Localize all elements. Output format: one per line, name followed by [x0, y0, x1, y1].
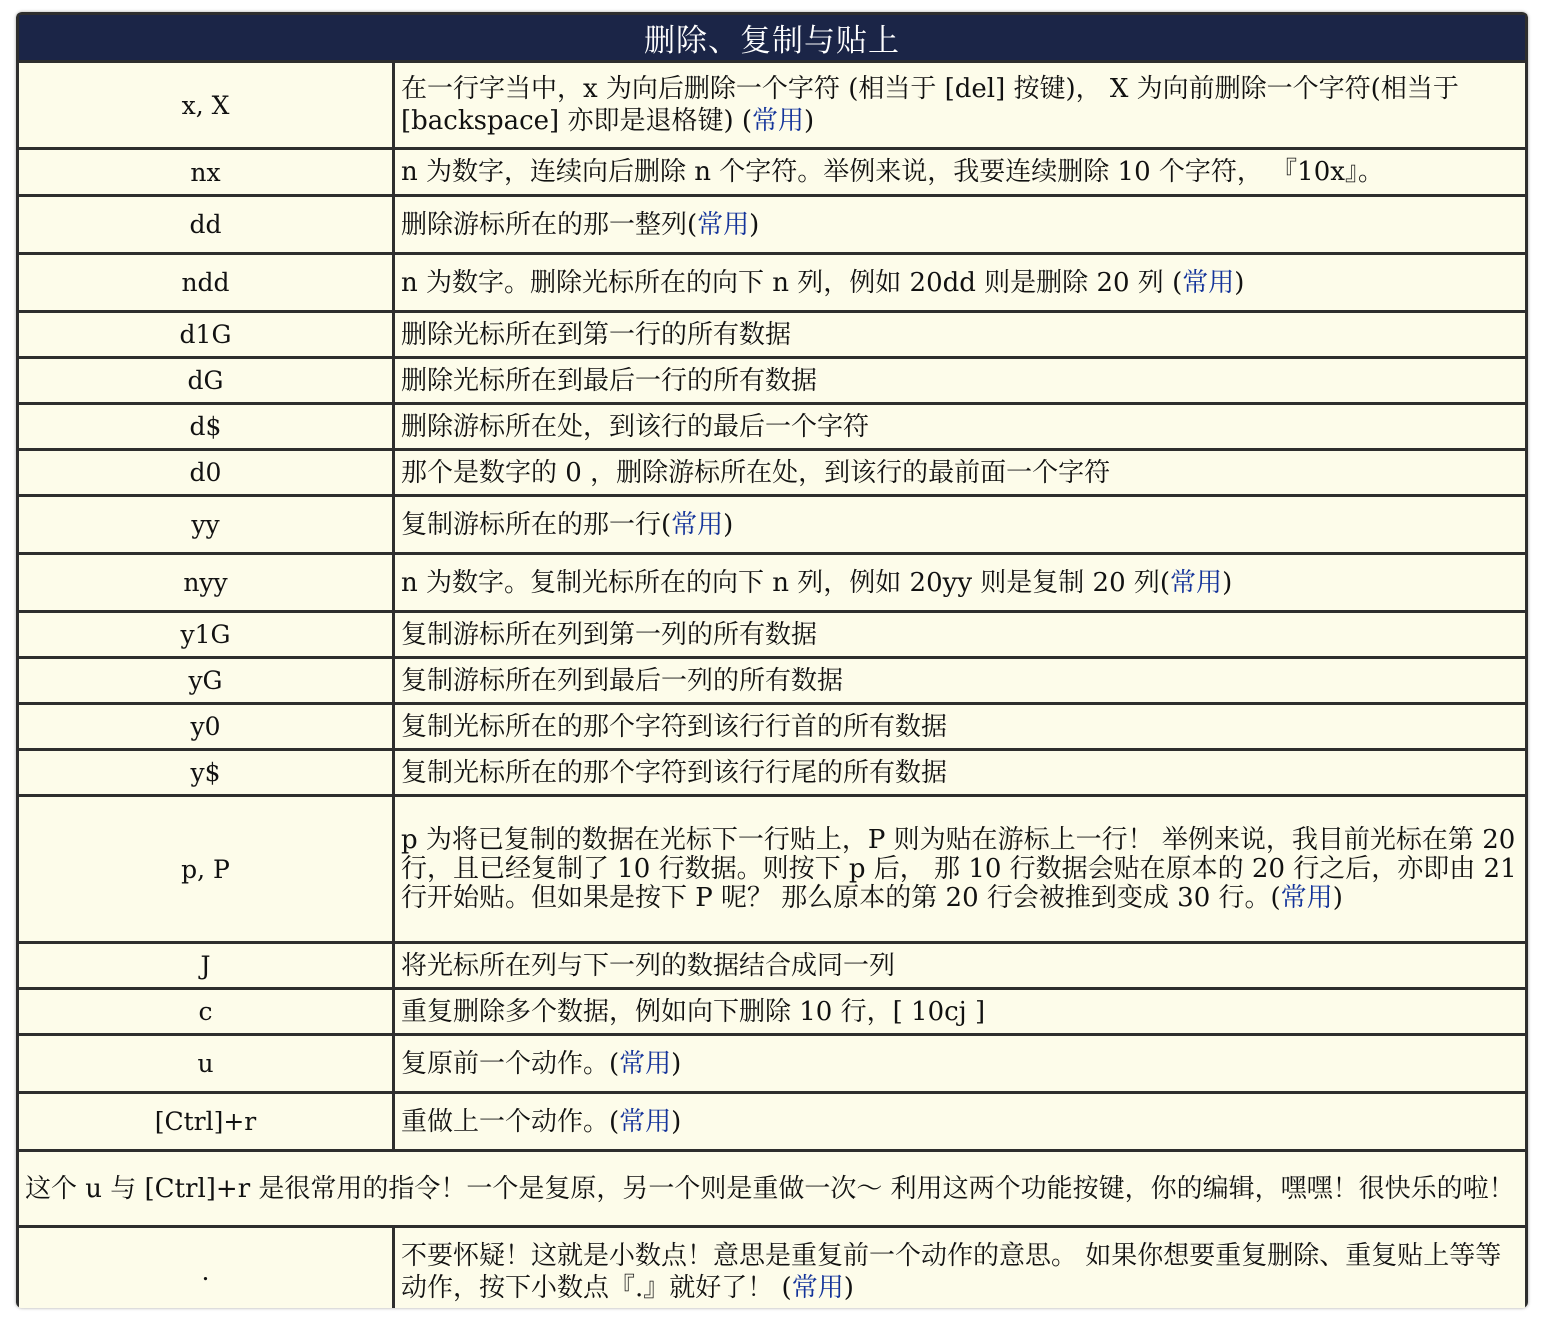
command-desc	[394, 704, 1527, 750]
command-desc	[394, 358, 1527, 404]
table-row	[18, 312, 1527, 358]
table-row	[18, 1227, 1527, 1309]
command-key: c	[18, 989, 394, 1035]
command-table-frame	[16, 12, 1528, 1308]
table-row	[18, 149, 1527, 196]
table-row	[18, 196, 1527, 254]
table-row	[18, 704, 1527, 750]
command-key: nx	[18, 149, 394, 196]
command-desc	[394, 554, 1527, 612]
desc-close: )	[1332, 882, 1343, 913]
desc-close: )	[671, 1106, 682, 1137]
command-desc	[394, 254, 1527, 312]
command-key: [Ctrl]+r	[18, 1093, 394, 1151]
command-key: .	[18, 1227, 394, 1309]
common-tag: 常用	[1170, 567, 1223, 598]
common-tag: 常用	[619, 1106, 672, 1137]
desc-close: )	[749, 209, 760, 240]
desc-text: 在一行字当中，x 为向后删除一个字符 (相当于 [del] 按键)， X 为向前删除一个字符(相当于 [backspace] 亦即是退格键) (	[401, 74, 1459, 136]
desc-text: n 为数字。删除光标所在的向下 n 列，例如 20dd 则是删除 20 列 (	[401, 267, 1183, 298]
command-key: p, P	[18, 796, 394, 943]
desc-text: 复制游标所在列到第一列的所有数据	[401, 619, 818, 650]
command-desc	[394, 404, 1527, 450]
table-row	[18, 750, 1527, 796]
command-desc	[394, 943, 1527, 989]
desc-text: 复制光标所在的那个字符到该行行首的所有数据	[401, 711, 948, 742]
common-tag: 常用	[752, 106, 805, 136]
desc-text: 删除游标所在处，到该行的最后一个字符	[401, 411, 870, 442]
desc-text: 复制光标所在的那个字符到该行行尾的所有数据	[401, 757, 948, 788]
command-desc	[394, 196, 1527, 254]
desc-text: 删除光标所在到最后一行的所有数据	[401, 365, 818, 396]
command-key: dG	[18, 358, 394, 404]
command-key: x, X	[18, 62, 394, 149]
desc-text: 复制游标所在列到最后一列的所有数据	[401, 665, 844, 696]
command-key: nyy	[18, 554, 394, 612]
command-desc	[394, 450, 1527, 496]
table-row	[18, 404, 1527, 450]
command-desc	[394, 1227, 1527, 1309]
desc-text: n 为数字。复制光标所在的向下 n 列，例如 20yy 则是复制 20 列(	[401, 567, 1171, 598]
desc-close: )	[804, 106, 815, 136]
command-desc	[394, 612, 1527, 658]
desc-text: 复原前一个动作。(	[401, 1048, 620, 1079]
common-tag: 常用	[671, 509, 724, 540]
common-tag: 常用	[619, 1048, 672, 1079]
command-key: yG	[18, 658, 394, 704]
command-key: J	[18, 943, 394, 989]
command-key: yy	[18, 496, 394, 554]
desc-text: 将光标所在列与下一列的数据结合成同一列	[401, 950, 896, 981]
command-desc	[394, 989, 1527, 1035]
desc-text: 那个是数字的 0 ，删除游标所在处，到该行的最前面一个字符	[401, 457, 1111, 488]
command-desc	[394, 1093, 1527, 1151]
command-key: dd	[18, 196, 394, 254]
table-row	[18, 796, 1527, 943]
command-desc	[394, 62, 1527, 149]
table-row	[18, 62, 1527, 149]
command-key: d$	[18, 404, 394, 450]
command-desc	[394, 796, 1527, 943]
common-tag: 常用	[1280, 882, 1333, 913]
table-row	[18, 358, 1527, 404]
common-tag: 常用	[791, 1272, 844, 1303]
command-desc	[394, 149, 1527, 196]
note-row	[18, 1151, 1527, 1227]
table-row	[18, 1035, 1527, 1093]
table-row	[18, 496, 1527, 554]
desc-text: 复制游标所在的那一行(	[401, 509, 672, 540]
table-title: 删除、复制与贴上	[18, 14, 1527, 62]
command-key: y$	[18, 750, 394, 796]
desc-text: 重复删除多个数据，例如向下删除 10 行，[ 10cj ]	[401, 996, 986, 1027]
desc-text: 删除光标所在到第一行的所有数据	[401, 319, 792, 350]
common-tag: 常用	[697, 209, 750, 240]
command-desc	[394, 658, 1527, 704]
desc-text: p 为将已复制的数据在光标下一行贴上，P 则为贴在游标上一行！ 举例来说，我目前光标在第 20 行，且已经复制了 10 行数据。则按下 p 后， 那 10 行数据会贴在原本的 20 行之后，亦即由 21 行开始贴。但如果是按下 P 呢？ 那么原本的第 20 行会被推到变成 30 行。(	[401, 824, 1517, 913]
command-desc	[394, 750, 1527, 796]
table-row	[18, 554, 1527, 612]
command-key: y1G	[18, 612, 394, 658]
common-tag: 常用	[1182, 267, 1235, 298]
command-key: d1G	[18, 312, 394, 358]
command-desc	[394, 496, 1527, 554]
table-row	[18, 254, 1527, 312]
desc-text: 不要怀疑！这就是小数点！意思是重复前一个动作的意思。 如果你想要重复删除、重复贴上等等动作，按下小数点『.』就好了！ (	[401, 1240, 1502, 1303]
desc-text: 重做上一个动作。(	[401, 1106, 620, 1137]
command-key: d0	[18, 450, 394, 496]
table-row	[18, 943, 1527, 989]
desc-close: )	[671, 1048, 682, 1079]
desc-text: 删除游标所在的那一整列(	[401, 209, 698, 240]
table-header-row	[18, 14, 1527, 62]
table-row	[18, 612, 1527, 658]
vim-delete-copy-paste-table	[16, 12, 1528, 1308]
table-row	[18, 658, 1527, 704]
desc-close: )	[1222, 567, 1233, 598]
note-text: 这个 u 与 [Ctrl]+r 是很常用的指令！一个是复原，另一个则是重做一次～ 利用这两个功能按键，你的编辑，嘿嘿！很快乐的啦！	[18, 1151, 1527, 1227]
command-desc	[394, 312, 1527, 358]
command-key: u	[18, 1035, 394, 1093]
command-desc	[394, 1035, 1527, 1093]
desc-close: )	[1234, 267, 1245, 298]
command-key: ndd	[18, 254, 394, 312]
table-row	[18, 989, 1527, 1035]
table-row	[18, 1093, 1527, 1151]
command-key: y0	[18, 704, 394, 750]
desc-close: )	[723, 509, 734, 540]
desc-text: n 为数字，连续向后删除 n 个字符。举例来说，我要连续删除 10 个字符， 『10x』。	[401, 157, 1384, 187]
table-row	[18, 450, 1527, 496]
desc-close: )	[843, 1272, 854, 1303]
